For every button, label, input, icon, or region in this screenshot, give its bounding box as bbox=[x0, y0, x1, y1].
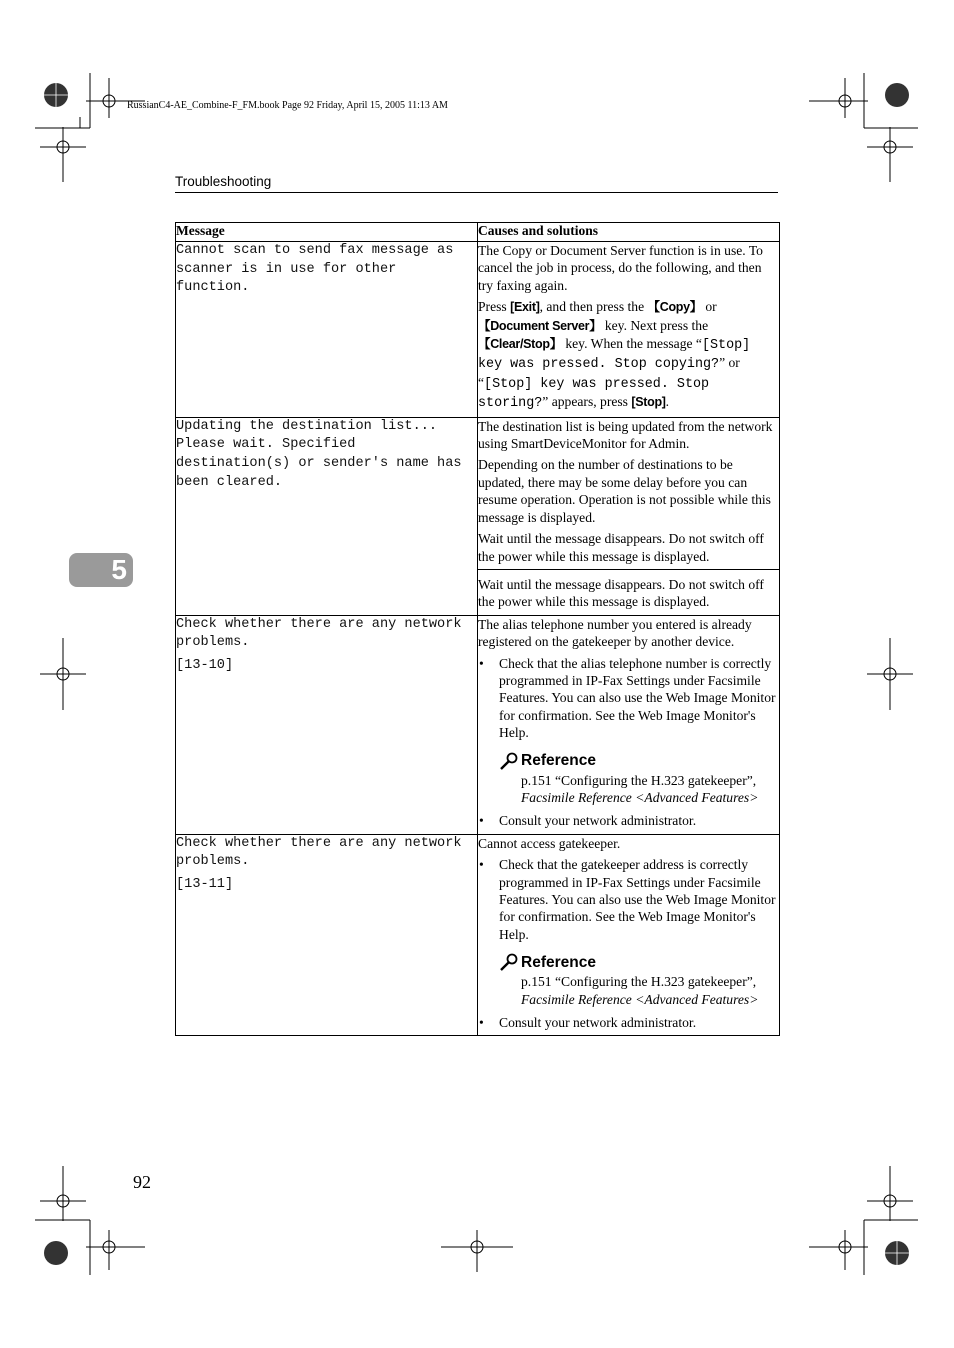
key-copy: 【Copy】 bbox=[647, 300, 702, 315]
magnifier-icon bbox=[499, 953, 519, 971]
key-exit: [Exit] bbox=[510, 300, 540, 315]
error-code: [13-11] bbox=[176, 877, 234, 893]
solution-list bbox=[478, 655, 779, 742]
reference-title: Reference bbox=[521, 751, 596, 769]
list-item: • Consult your network administrator. bbox=[478, 812, 779, 829]
solution-paragraph: The alias telephone number you entered is already registered on the gatekeeper by another device. bbox=[478, 616, 752, 650]
screen-message: [Stop] key was pressed. Stop storing? bbox=[478, 376, 710, 412]
text-run: or bbox=[701, 299, 717, 315]
text-run: Press bbox=[478, 299, 511, 315]
text-run: p.151 “Configuring the H.323 gatekeeper”, bbox=[521, 974, 757, 990]
reference-book-title: Facsimile Reference <Advanced Features> bbox=[521, 991, 759, 1007]
list-item: • Check that the gatekeeper address is correctly programmed in IP-Fax Settings under Facsimile Features. You can also use the Web Image Monitor for confirmation. See the Web Image Monitor's Help. bbox=[478, 856, 779, 943]
solution-paragraph: Depending on the number of destinations to be updated, there may be some delay before you can resume operation. Operation is not possible while this message is displayed. bbox=[478, 457, 771, 525]
troubleshooting-table bbox=[175, 222, 780, 1036]
reference-heading bbox=[499, 953, 779, 971]
reference-book-title: Facsimile Reference <Advanced Features> bbox=[521, 789, 759, 805]
text-run: ” appears, press bbox=[542, 394, 632, 410]
table-row bbox=[176, 615, 780, 834]
reference-title: Reference bbox=[521, 953, 596, 971]
reference-block bbox=[499, 953, 779, 1008]
message-text: Updating the destination list... Please wait. Specified destination(s) or sender's name has been cleared. bbox=[176, 418, 462, 490]
key-stop: [Stop] bbox=[631, 395, 666, 410]
message-cell bbox=[176, 834, 478, 1036]
column-header-causes: Causes and solutions bbox=[478, 223, 780, 242]
text-run: p.151 “Configuring the H.323 gatekeeper”, bbox=[521, 772, 757, 788]
table-row bbox=[176, 417, 780, 569]
solution-cell bbox=[478, 615, 780, 834]
text-run: key. Next press the bbox=[601, 317, 709, 333]
key-clear-stop: 【Clear/Stop】 bbox=[478, 337, 562, 352]
text-run: , and then press the bbox=[539, 299, 648, 315]
reference-block bbox=[499, 752, 779, 807]
solution-list bbox=[478, 812, 779, 829]
solution-cell bbox=[478, 417, 780, 569]
text-run: key. When the message “ bbox=[561, 336, 702, 352]
column-header-message: Message bbox=[176, 223, 478, 242]
reference-text bbox=[499, 772, 779, 807]
message-text: Check whether there are any network problems. bbox=[176, 835, 462, 870]
text-run: . bbox=[665, 394, 670, 410]
chapter-tab: 5 bbox=[69, 553, 133, 587]
solution-paragraph: The Copy or Document Server function is in use. To cancel the job in process, do the following, and then try faxing again. bbox=[478, 243, 763, 293]
text-run: ” or “ bbox=[478, 355, 740, 390]
message-cell bbox=[176, 417, 478, 615]
table-row bbox=[176, 834, 780, 1036]
solution-paragraph: Wait until the message disappears. Do not switch off the power while this message is displayed. bbox=[478, 531, 764, 564]
message-text: Check whether there are any network problems. bbox=[176, 616, 462, 651]
message-cell bbox=[176, 615, 478, 834]
list-item: • Consult your network administrator. bbox=[478, 1014, 779, 1031]
message-cell bbox=[176, 242, 478, 418]
table-row bbox=[176, 242, 780, 418]
header-rule bbox=[175, 192, 778, 193]
error-code: [13-10] bbox=[176, 658, 234, 674]
section-title: Troubleshooting bbox=[175, 174, 272, 189]
table-header-row bbox=[176, 223, 780, 242]
print-job-header: RussianC4-AE_Combine-F_FM.book Page 92 Friday, April 15, 2005 11:13 AM bbox=[127, 100, 448, 111]
solution-cell bbox=[478, 569, 780, 615]
solution-list bbox=[478, 856, 779, 943]
solution-paragraph: Wait until the message disappears. Do not switch off the power while this message is displayed. bbox=[478, 576, 764, 610]
list-item: • Check that the alias telephone number is correctly programmed in IP-Fax Settings under Facsimile Features. You can also use the Web Image Monitor for confirmation. See the Web Image Monitor's Help. bbox=[478, 655, 779, 742]
solution-paragraph: Cannot access gatekeeper. bbox=[478, 835, 621, 851]
solution-cell bbox=[478, 834, 780, 1036]
key-document-server: 【Document Server】 bbox=[478, 318, 602, 333]
reference-heading bbox=[499, 752, 779, 770]
solution-cell bbox=[478, 242, 780, 418]
reference-text bbox=[499, 973, 779, 1008]
solution-paragraph: The destination list is being updated from the network using SmartDeviceMonitor for Admin. bbox=[478, 418, 773, 452]
message-text: Cannot scan to send fax message as scanner is in use for other function. bbox=[176, 243, 454, 296]
solution-paragraph bbox=[478, 298, 779, 412]
solution-list bbox=[478, 1014, 779, 1031]
magnifier-icon bbox=[499, 752, 519, 770]
screen-message: [Stop] key was pressed. Stop copying? bbox=[478, 338, 751, 373]
page-number: 92 bbox=[133, 1172, 151, 1192]
